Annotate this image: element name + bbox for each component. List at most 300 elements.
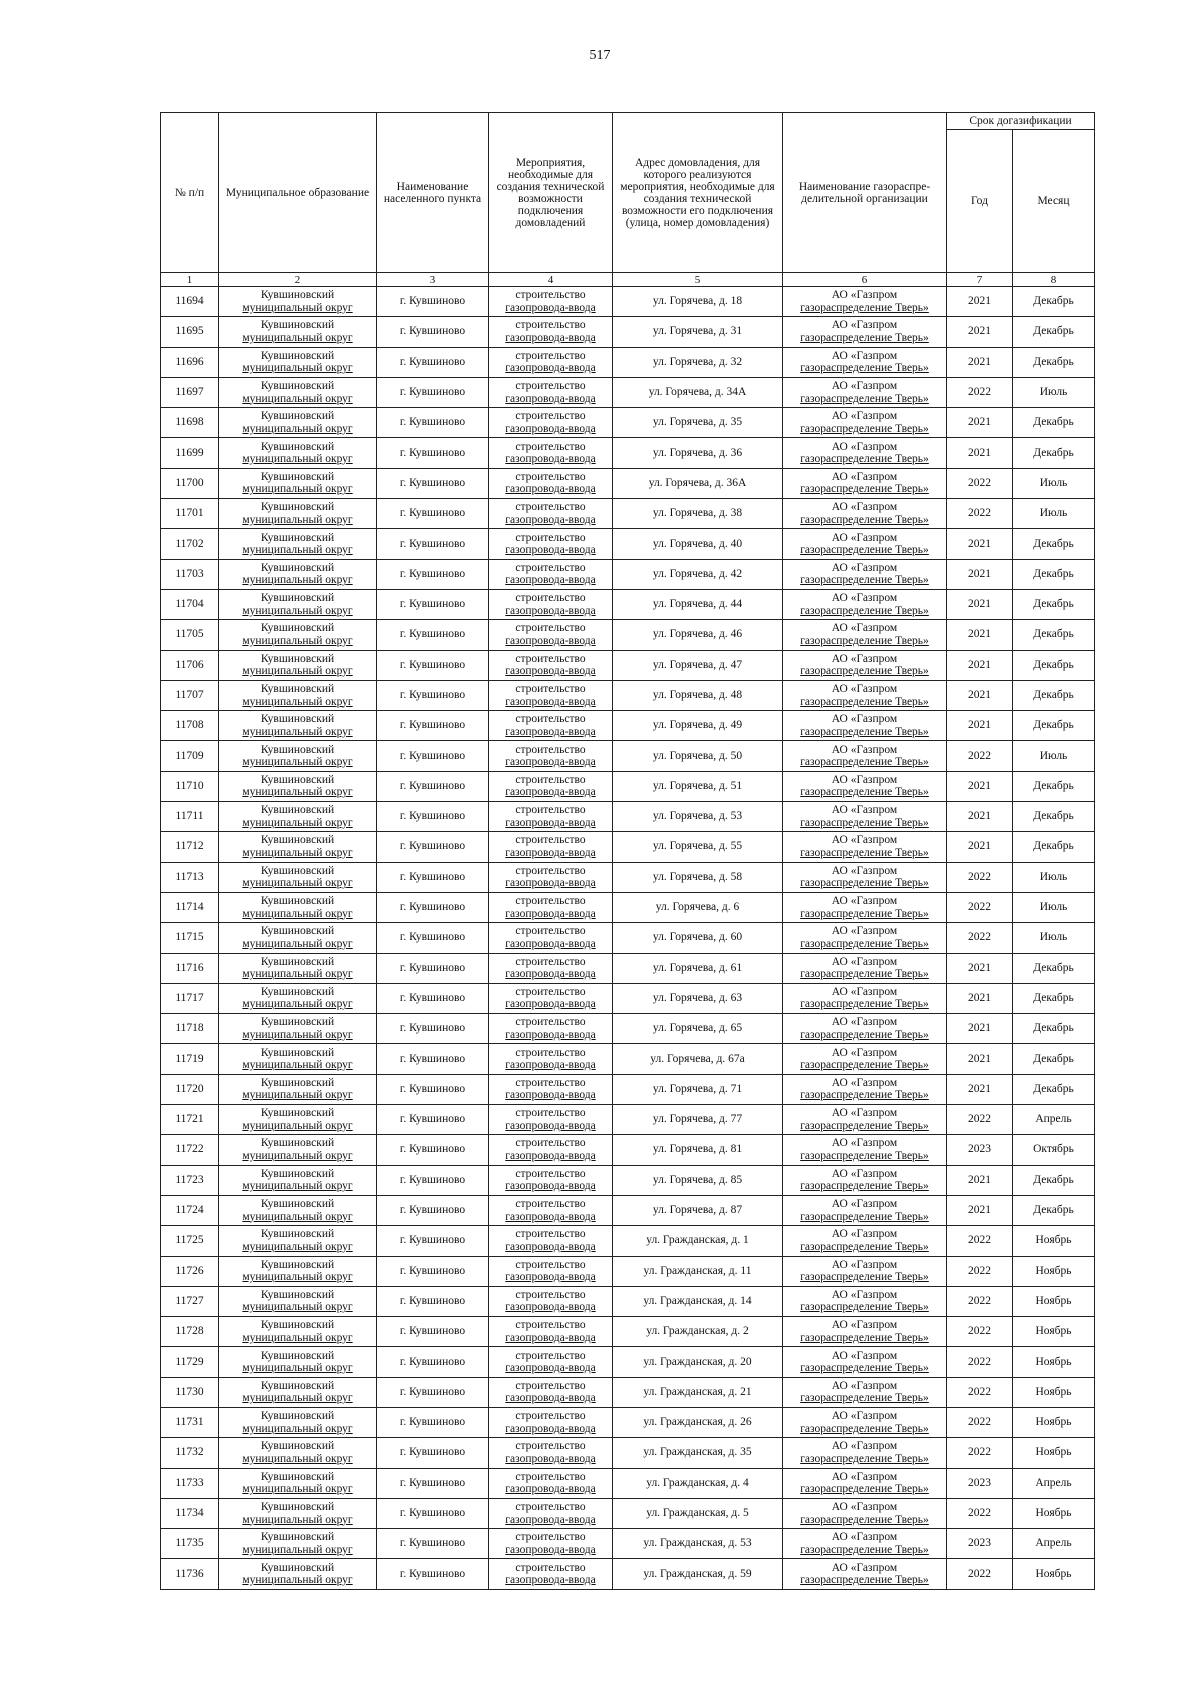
measures-line2: газопровода-ввода: [505, 725, 596, 738]
cell-measures: [489, 1226, 613, 1256]
cell-address: ул. Горячева, д. 58: [613, 862, 783, 892]
cell-measures: [489, 620, 613, 650]
cell-measures: [489, 650, 613, 680]
cell-measures: [489, 1559, 613, 1589]
cell-month: Июль: [1013, 741, 1095, 771]
cell-settlement: г. Кувшиново: [377, 1529, 489, 1559]
cell-settlement: г. Кувшиново: [377, 1226, 489, 1256]
cell-address: ул. Горячева, д. 53: [613, 802, 783, 832]
cell-organization: [783, 650, 947, 680]
municipality-line2: муниципальный округ: [242, 1301, 353, 1314]
measures-line2: газопровода-ввода: [505, 1574, 596, 1587]
cell-municipality: [219, 832, 377, 862]
cell-settlement: г. Кувшиново: [377, 499, 489, 529]
municipality-line1: Кувшиновский: [260, 440, 335, 453]
cell-year: 2023: [947, 1135, 1013, 1165]
col-number: 4: [489, 273, 613, 287]
measures-line1: строительство: [515, 895, 586, 908]
municipality-line1: Кувшиновский: [260, 773, 335, 786]
cell-row-number: 11723: [161, 1165, 219, 1195]
table-row: [161, 802, 1095, 832]
cell-measures: [489, 862, 613, 892]
organization-line2: газораспределение Тверь»: [800, 1543, 929, 1556]
cell-row-number: 11707: [161, 680, 219, 710]
cell-row-number: 11700: [161, 468, 219, 498]
organization-line1: АО «Газпром: [831, 804, 898, 817]
measures-line2: газопровода-ввода: [505, 968, 596, 981]
cell-address: ул. Гражданская, д. 4: [613, 1468, 783, 1498]
cell-year: 2023: [947, 1529, 1013, 1559]
measures-line2: газопровода-ввода: [505, 483, 596, 496]
col-header-deadline-group: Срок догазификации: [947, 113, 1095, 130]
organization-line2: газораспределение Тверь»: [800, 695, 929, 708]
organization-line2: газораспределение Тверь»: [800, 604, 929, 617]
cell-measures: [489, 1135, 613, 1165]
cell-row-number: 11727: [161, 1286, 219, 1316]
organization-line2: газораспределение Тверь»: [800, 1422, 929, 1435]
cell-measures: [489, 287, 613, 317]
cell-row-number: 11736: [161, 1559, 219, 1589]
cell-settlement: г. Кувшиново: [377, 559, 489, 589]
measures-line1: строительство: [515, 561, 586, 574]
measures-line2: газопровода-ввода: [505, 1240, 596, 1253]
municipality-line1: Кувшиновский: [260, 804, 335, 817]
cell-measures: [489, 1044, 613, 1074]
cell-settlement: г. Кувшиново: [377, 1498, 489, 1528]
cell-organization: [783, 1559, 947, 1589]
municipality-line1: Кувшиновский: [260, 531, 335, 544]
cell-measures: [489, 1074, 613, 1104]
organization-line2: газораспределение Тверь»: [800, 422, 929, 435]
organization-line1: АО «Газпром: [831, 773, 898, 786]
municipality-line1: Кувшиновский: [260, 1228, 335, 1241]
cell-row-number: 11722: [161, 1135, 219, 1165]
cell-row-number: 11714: [161, 892, 219, 922]
cell-settlement: г. Кувшиново: [377, 589, 489, 619]
cell-row-number: 11694: [161, 287, 219, 317]
cell-year: 2022: [947, 1286, 1013, 1316]
organization-line2: газораспределение Тверь»: [800, 574, 929, 587]
measures-line2: газопровода-ввода: [505, 574, 596, 587]
table-row: [161, 377, 1095, 407]
cell-organization: [783, 589, 947, 619]
cell-address: ул. Горячева, д. 55: [613, 832, 783, 862]
measures-line2: газопровода-ввода: [505, 877, 596, 890]
organization-line2: газораспределение Тверь»: [800, 331, 929, 344]
municipality-line1: Кувшиновский: [260, 1107, 335, 1120]
cell-municipality: [219, 559, 377, 589]
table-row: [161, 862, 1095, 892]
cell-measures: [489, 589, 613, 619]
cell-municipality: [219, 1559, 377, 1589]
cell-measures: [489, 711, 613, 741]
organization-line1: АО «Газпром: [831, 380, 898, 393]
municipality-line2: муниципальный округ: [242, 453, 353, 466]
municipality-line2: муниципальный округ: [242, 756, 353, 769]
cell-organization: [783, 1498, 947, 1528]
cell-settlement: г. Кувшиново: [377, 892, 489, 922]
cell-municipality: [219, 1317, 377, 1347]
cell-row-number: 11735: [161, 1529, 219, 1559]
cell-measures: [489, 1195, 613, 1225]
cell-measures: [489, 438, 613, 468]
cell-month: Декабрь: [1013, 1074, 1095, 1104]
table-row: [161, 983, 1095, 1013]
measures-line1: строительство: [515, 683, 586, 695]
cell-measures: [489, 741, 613, 771]
organization-line1: АО «Газпром: [831, 1228, 898, 1241]
organization-line1: АО «Газпром: [831, 1016, 898, 1029]
measures-line2: газопровода-ввода: [505, 1210, 596, 1223]
cell-month: Апрель: [1013, 1529, 1095, 1559]
cell-measures: [489, 1256, 613, 1286]
cell-year: 2021: [947, 529, 1013, 559]
organization-line1: АО «Газпром: [831, 289, 898, 302]
organization-line1: АО «Газпром: [831, 1410, 898, 1423]
measures-line2: газопровода-ввода: [505, 422, 596, 435]
cell-municipality: [219, 1165, 377, 1195]
cell-year: 2021: [947, 953, 1013, 983]
organization-line2: газораспределение Тверь»: [800, 1028, 929, 1041]
cell-row-number: 11699: [161, 438, 219, 468]
measures-line2: газопровода-ввода: [505, 1149, 596, 1162]
measures-line1: строительство: [515, 773, 586, 786]
measures-line2: газопровода-ввода: [505, 1452, 596, 1465]
organization-line2: газораспределение Тверь»: [800, 1301, 929, 1314]
municipality-line2: муниципальный округ: [242, 665, 353, 678]
cell-year: 2022: [947, 1559, 1013, 1589]
measures-line1: строительство: [515, 1561, 586, 1574]
col-header-municipality: Муниципальное образование: [219, 113, 377, 273]
measures-line2: газопровода-ввода: [505, 1301, 596, 1314]
table-row: [161, 680, 1095, 710]
cell-month: Июль: [1013, 499, 1095, 529]
cell-row-number: 11712: [161, 832, 219, 862]
municipality-line2: муниципальный округ: [242, 877, 353, 890]
cell-measures: [489, 347, 613, 377]
municipality-line1: Кувшиновский: [260, 380, 335, 393]
cell-municipality: [219, 1014, 377, 1044]
organization-line2: газораспределение Тверь»: [800, 1271, 929, 1284]
cell-year: 2021: [947, 347, 1013, 377]
municipality-line1: Кувшиновский: [260, 1349, 335, 1362]
cell-address: ул. Гражданская, д. 59: [613, 1559, 783, 1589]
cell-organization: [783, 923, 947, 953]
cell-address: ул. Горячева, д. 18: [613, 287, 783, 317]
col-header-number: № п/п: [161, 113, 219, 273]
cell-municipality: [219, 1377, 377, 1407]
cell-row-number: 11703: [161, 559, 219, 589]
cell-year: 2021: [947, 650, 1013, 680]
cell-year: 2022: [947, 1256, 1013, 1286]
table-row: [161, 347, 1095, 377]
cell-municipality: [219, 1438, 377, 1468]
cell-address: ул. Горячева, д. 34А: [613, 377, 783, 407]
cell-row-number: 11701: [161, 499, 219, 529]
table-row: [161, 468, 1095, 498]
cell-settlement: г. Кувшиново: [377, 1377, 489, 1407]
cell-settlement: г. Кувшиново: [377, 1195, 489, 1225]
cell-organization: [783, 1468, 947, 1498]
municipality-line2: муниципальный округ: [242, 392, 353, 405]
cell-measures: [489, 1377, 613, 1407]
municipality-line1: Кувшиновский: [260, 1046, 335, 1059]
cell-row-number: 11718: [161, 1014, 219, 1044]
cell-row-number: 11733: [161, 1468, 219, 1498]
municipality-line1: Кувшиновский: [260, 1379, 335, 1392]
measures-line1: строительство: [515, 985, 586, 998]
table-row: [161, 1347, 1095, 1377]
col-number: 1: [161, 273, 219, 287]
table-row: [161, 620, 1095, 650]
municipality-line1: Кувшиновский: [260, 470, 335, 483]
measures-line2: газопровода-ввода: [505, 604, 596, 617]
measures-line1: строительство: [515, 652, 586, 665]
municipality-line2: муниципальный округ: [242, 846, 353, 859]
cell-address: ул. Горячева, д. 40: [613, 529, 783, 559]
header-row-group: [161, 113, 1095, 130]
cell-settlement: г. Кувшиново: [377, 1014, 489, 1044]
cell-organization: [783, 862, 947, 892]
organization-line1: АО «Газпром: [831, 410, 898, 423]
cell-measures: [489, 983, 613, 1013]
table-body: [161, 287, 1095, 1590]
cell-year: 2022: [947, 1498, 1013, 1528]
cell-address: ул. Горячева, д. 36: [613, 438, 783, 468]
organization-line2: газораспределение Тверь»: [800, 1240, 929, 1253]
organization-line1: АО «Газпром: [831, 895, 898, 908]
cell-row-number: 11732: [161, 1438, 219, 1468]
cell-measures: [489, 1438, 613, 1468]
cell-month: Декабрь: [1013, 680, 1095, 710]
header-row-numbers: [161, 273, 1095, 287]
measures-line2: газопровода-ввода: [505, 1543, 596, 1556]
municipality-line1: Кувшиновский: [260, 713, 335, 726]
cell-municipality: [219, 1105, 377, 1135]
organization-line2: газораспределение Тверь»: [800, 1149, 929, 1162]
municipality-line1: Кувшиновский: [260, 1561, 335, 1574]
measures-line1: строительство: [515, 410, 586, 423]
cell-measures: [489, 1498, 613, 1528]
cell-row-number: 11717: [161, 983, 219, 1013]
organization-line1: АО «Газпром: [831, 622, 898, 635]
municipality-line2: муниципальный округ: [242, 1119, 353, 1132]
cell-municipality: [219, 468, 377, 498]
organization-line1: АО «Газпром: [831, 1470, 898, 1483]
municipality-line1: Кувшиновский: [260, 319, 335, 332]
measures-line2: газопровода-ввода: [505, 1180, 596, 1193]
organization-line1: АО «Газпром: [831, 592, 898, 605]
cell-measures: [489, 468, 613, 498]
cell-organization: [783, 468, 947, 498]
cell-address: ул. Горячева, д. 77: [613, 1105, 783, 1135]
cell-month: Ноябрь: [1013, 1256, 1095, 1286]
cell-month: Ноябрь: [1013, 1226, 1095, 1256]
cell-year: 2022: [947, 1377, 1013, 1407]
measures-line2: газопровода-ввода: [505, 1422, 596, 1435]
table-row: [161, 741, 1095, 771]
municipality-line2: муниципальный округ: [242, 786, 353, 799]
table-row: [161, 1317, 1095, 1347]
cell-address: ул. Гражданская, д. 21: [613, 1377, 783, 1407]
cell-address: ул. Гражданская, д. 26: [613, 1407, 783, 1437]
table-row: [161, 1286, 1095, 1316]
cell-municipality: [219, 953, 377, 983]
municipality-line1: Кувшиновский: [260, 925, 335, 938]
measures-line1: строительство: [515, 470, 586, 483]
municipality-line2: муниципальный округ: [242, 1089, 353, 1102]
cell-address: ул. Горячева, д. 35: [613, 408, 783, 438]
organization-line2: газораспределение Тверь»: [800, 816, 929, 829]
organization-line2: газораспределение Тверь»: [800, 1331, 929, 1344]
cell-month: Ноябрь: [1013, 1559, 1095, 1589]
measures-line1: строительство: [515, 622, 586, 635]
cell-row-number: 11709: [161, 741, 219, 771]
cell-organization: [783, 711, 947, 741]
measures-line2: газопровода-ввода: [505, 301, 596, 314]
organization-line1: АО «Газпром: [831, 1137, 898, 1150]
cell-organization: [783, 1226, 947, 1256]
cell-address: ул. Горячева, д. 44: [613, 589, 783, 619]
municipality-line2: муниципальный округ: [242, 1210, 353, 1223]
cell-settlement: г. Кувшиново: [377, 1347, 489, 1377]
organization-line2: газораспределение Тверь»: [800, 1089, 929, 1102]
cell-year: 2022: [947, 862, 1013, 892]
cell-municipality: [219, 589, 377, 619]
measures-line1: строительство: [515, 1076, 586, 1089]
organization-line1: АО «Газпром: [831, 834, 898, 847]
measures-line1: строительство: [515, 743, 586, 756]
table-row: [161, 923, 1095, 953]
municipality-line2: муниципальный округ: [242, 1331, 353, 1344]
cell-year: 2021: [947, 317, 1013, 347]
organization-line1: АО «Газпром: [831, 1440, 898, 1453]
col-number: 6: [783, 273, 947, 287]
organization-line2: газораспределение Тверь»: [800, 513, 929, 526]
cell-organization: [783, 347, 947, 377]
col-number: 7: [947, 273, 1013, 287]
organization-line1: АО «Газпром: [831, 440, 898, 453]
cell-measures: [489, 923, 613, 953]
col-number: 2: [219, 273, 377, 287]
cell-month: Декабрь: [1013, 1165, 1095, 1195]
cell-settlement: г. Кувшиново: [377, 468, 489, 498]
cell-organization: [783, 1195, 947, 1225]
municipality-line2: муниципальный округ: [242, 604, 353, 617]
municipality-line2: муниципальный округ: [242, 544, 353, 557]
cell-address: ул. Горячева, д. 50: [613, 741, 783, 771]
municipality-line2: муниципальный округ: [242, 1483, 353, 1496]
col-header-settlement: Наименование населенного пункта: [377, 113, 489, 273]
cell-organization: [783, 1286, 947, 1316]
cell-settlement: г. Кувшиново: [377, 1317, 489, 1347]
municipality-line1: Кувшиновский: [260, 1076, 335, 1089]
measures-line2: газопровода-ввода: [505, 1392, 596, 1405]
cell-municipality: [219, 1195, 377, 1225]
cell-row-number: 11704: [161, 589, 219, 619]
municipality-line1: Кувшиновский: [260, 955, 335, 968]
cell-year: 2021: [947, 711, 1013, 741]
organization-line1: АО «Газпром: [831, 1258, 898, 1271]
cell-municipality: [219, 802, 377, 832]
cell-row-number: 11730: [161, 1377, 219, 1407]
cell-year: 2021: [947, 287, 1013, 317]
table-row: [161, 1256, 1095, 1286]
cell-address: ул. Горячева, д. 36А: [613, 468, 783, 498]
col-header-measures: Мероприятия, необходимые для создания технической возможности подключения домовладений: [489, 113, 613, 273]
municipality-line1: Кувшиновский: [260, 1258, 335, 1271]
measures-line1: строительство: [515, 1016, 586, 1029]
organization-line2: газораспределение Тверь»: [800, 756, 929, 769]
cell-municipality: [219, 1074, 377, 1104]
organization-line2: газораспределение Тверь»: [800, 786, 929, 799]
cell-address: ул. Горячева, д. 38: [613, 499, 783, 529]
cell-municipality: [219, 1407, 377, 1437]
organization-line1: АО «Газпром: [831, 1561, 898, 1574]
cell-measures: [489, 377, 613, 407]
cell-municipality: [219, 1226, 377, 1256]
cell-settlement: г. Кувшиново: [377, 1559, 489, 1589]
municipality-line1: Кувшиновский: [260, 985, 335, 998]
cell-measures: [489, 1529, 613, 1559]
measures-line1: строительство: [515, 1046, 586, 1059]
measures-line2: газопровода-ввода: [505, 1483, 596, 1496]
cell-municipality: [219, 620, 377, 650]
cell-address: ул. Горячева, д. 61: [613, 953, 783, 983]
measures-line1: строительство: [515, 1470, 586, 1483]
cell-settlement: г. Кувшиново: [377, 983, 489, 1013]
municipality-line1: Кувшиновский: [260, 1410, 335, 1423]
measures-line1: строительство: [515, 1501, 586, 1514]
cell-month: Ноябрь: [1013, 1498, 1095, 1528]
cell-year: 2021: [947, 983, 1013, 1013]
municipality-line2: муниципальный округ: [242, 483, 353, 496]
cell-address: ул. Горячева, д. 46: [613, 620, 783, 650]
organization-line1: АО «Газпром: [831, 1349, 898, 1362]
page-number: 517: [589, 48, 611, 63]
cell-year: 2021: [947, 1165, 1013, 1195]
col-header-year: Год: [947, 130, 1013, 273]
cell-year: 2021: [947, 408, 1013, 438]
municipality-line1: Кувшиновский: [260, 561, 335, 574]
municipality-line1: Кувшиновский: [260, 1470, 335, 1483]
municipality-line2: муниципальный округ: [242, 998, 353, 1011]
cell-address: ул. Горячева, д. 51: [613, 771, 783, 801]
municipality-line2: муниципальный округ: [242, 1180, 353, 1193]
cell-municipality: [219, 983, 377, 1013]
table-row: [161, 1377, 1095, 1407]
cell-municipality: [219, 408, 377, 438]
organization-line2: газораспределение Тверь»: [800, 907, 929, 920]
cell-month: Декабрь: [1013, 832, 1095, 862]
organization-line2: газораспределение Тверь»: [800, 665, 929, 678]
cell-address: ул. Гражданская, д. 53: [613, 1529, 783, 1559]
cell-municipality: [219, 771, 377, 801]
cell-row-number: 11721: [161, 1105, 219, 1135]
cell-settlement: г. Кувшиново: [377, 1165, 489, 1195]
cell-measures: [489, 1468, 613, 1498]
municipality-line2: муниципальный округ: [242, 301, 353, 314]
cell-month: Декабрь: [1013, 347, 1095, 377]
measures-line1: строительство: [515, 1107, 586, 1120]
organization-line2: газораспределение Тверь»: [800, 1119, 929, 1132]
cell-row-number: 11698: [161, 408, 219, 438]
cell-row-number: 11716: [161, 953, 219, 983]
municipality-line2: муниципальный округ: [242, 1028, 353, 1041]
cell-municipality: [219, 1347, 377, 1377]
cell-month: Декабрь: [1013, 983, 1095, 1013]
municipality-line1: Кувшиновский: [260, 864, 335, 877]
